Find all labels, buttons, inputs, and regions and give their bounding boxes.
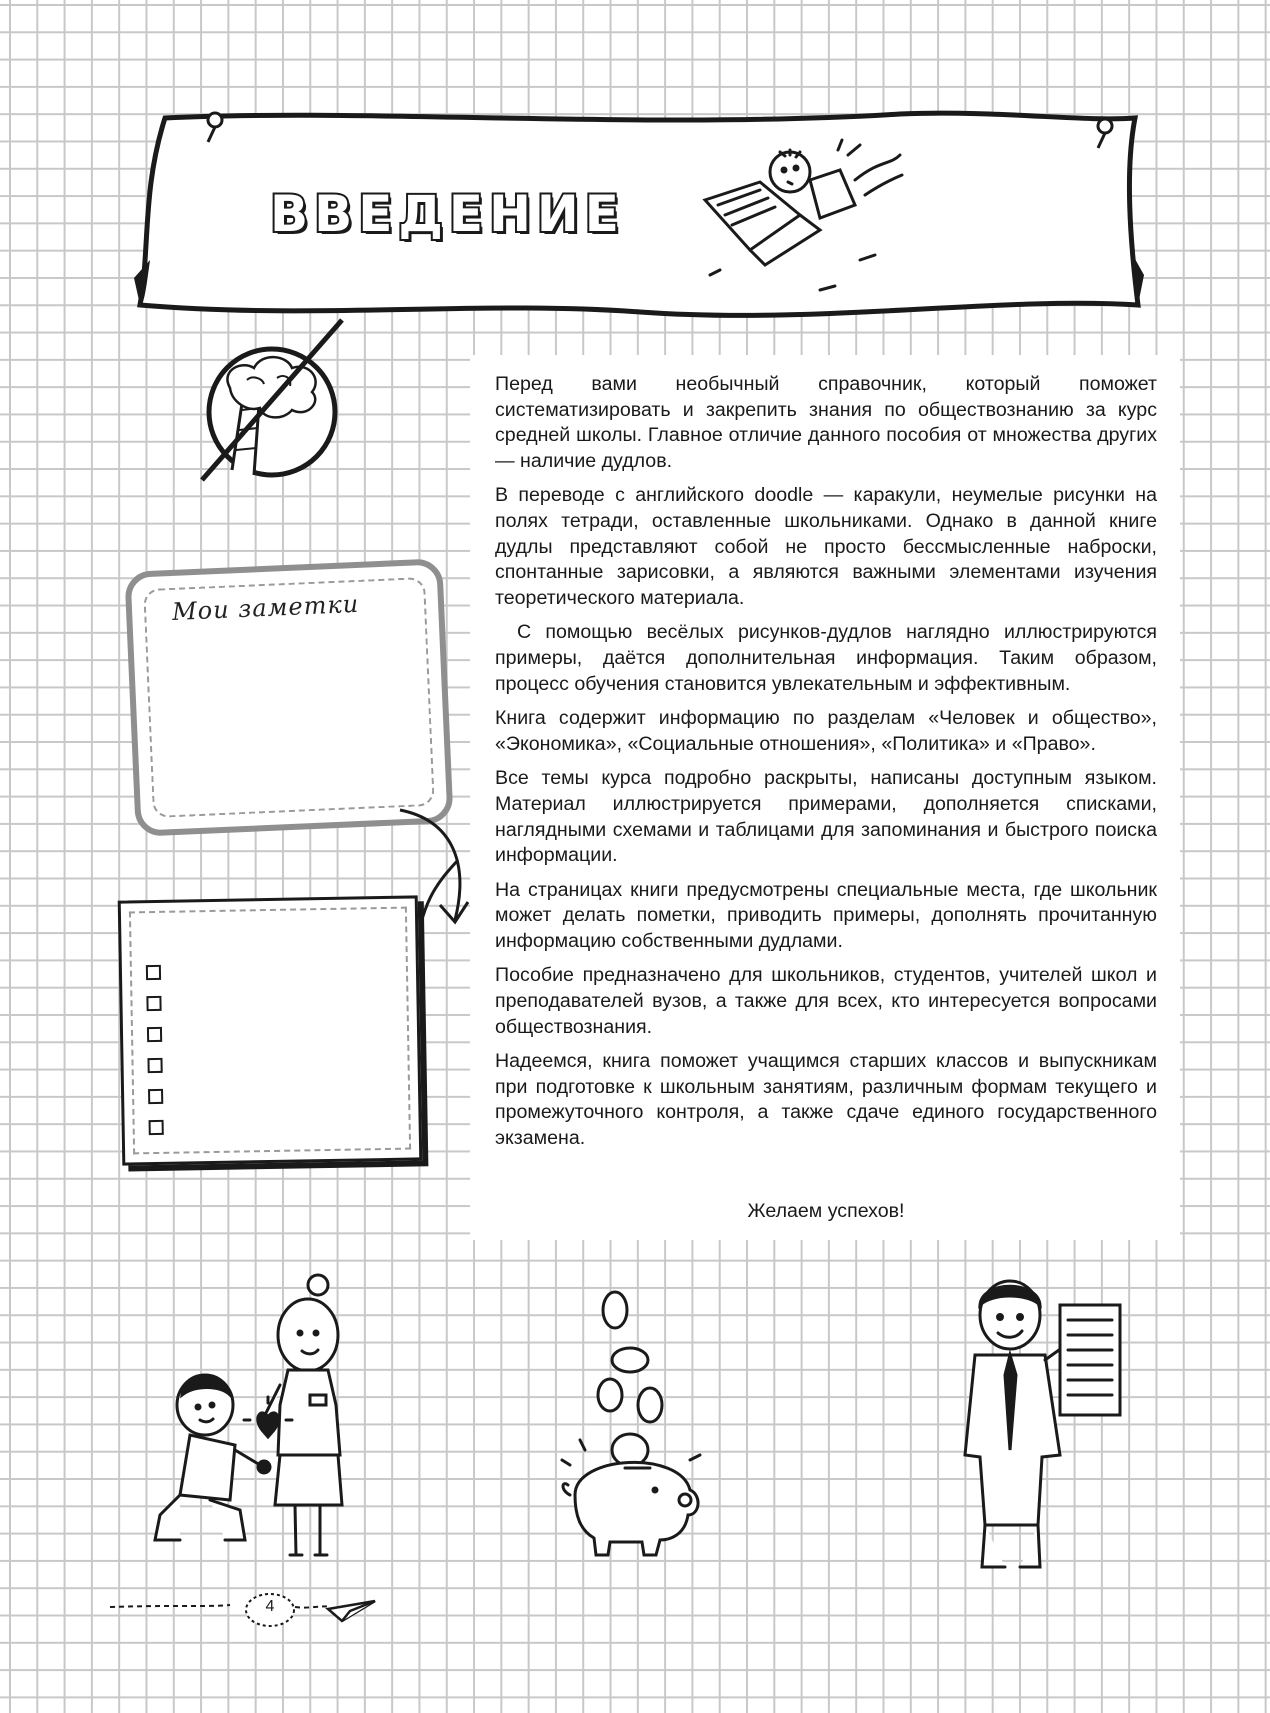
- paragraph: На страницах книги предусмотрены специальные места, где школьник может делать пометки, приводить примеры, дополнять прочитанную информацию собственными дудлами.: [495, 878, 1157, 952]
- paragraph: С помощью весёлых рисунков-дудлов наглядно иллюстрируются примеры, даётся дополнительная информация. Таким образом, процесс обучения становится увлекательным и эффективным.: [495, 621, 1157, 695]
- proposal-couple-icon: [150, 1255, 380, 1565]
- no-pollution-icon: [192, 340, 352, 485]
- checkbox[interactable]: [147, 1058, 162, 1073]
- man-with-book-icon: [950, 1275, 1130, 1575]
- closing-line: Желаем успехов!: [747, 1200, 905, 1222]
- notes-title: Мои заметки: [171, 589, 360, 627]
- checkbox[interactable]: [146, 996, 161, 1011]
- piggy-bank-coins-icon: [560, 1290, 720, 1560]
- paragraph: Надеемся, книга поможет учащимся старших классов и выпускникам при подготовке к школьным занятиям, различным формам текущего и промежуточного контроля, а также сдаче единого государственного экзамена.: [495, 1050, 1157, 1150]
- checkbox[interactable]: [149, 1120, 164, 1135]
- paragraph: Пособие предназначено для школьников, студентов, учителей школ и преподавателей вузов, а также для всех, кто интересуется вопросами обществознания.: [495, 964, 1157, 1038]
- paragraph: Все темы курса подробно раскрыты, написаны доступным языком. Материал иллюстрируется примерами, дополняется списками, наглядными схемами и таблицами для запоминания и быстрого поиска информации.: [495, 767, 1157, 867]
- intro-text: [495, 372, 1157, 1161]
- page-number: 4: [265, 1598, 275, 1615]
- notes-box[interactable]: [124, 558, 453, 837]
- page-title: ВВЕДЕНИЕ: [270, 185, 625, 243]
- checklist-box[interactable]: [118, 895, 423, 1165]
- checkbox[interactable]: [146, 965, 161, 980]
- paragraph: Перед вами необычный справочник, который поможет систематизировать и закрепить знания по обществознанию за курс средней школы. Главное отличие данного пособия от множества других — наличие дудлов.: [495, 373, 1157, 472]
- paragraph: Книга содержит информацию по разделам «Человек и общество», «Экономика», «Социальные отношения», «Политика» и «Право».: [495, 707, 1157, 755]
- paragraph: В переводе с английского doodle — каракули, неумелые рисунки на полях тетради, оставленные школьниками. Однако в данной книге дудлы представляют собой не просто бессмысленные наброски, спонтанные зарисовки, а являются важными элементами изучения теоретического материала.: [495, 484, 1157, 609]
- footer-dotted-line: [110, 1595, 380, 1635]
- paper-plane-icon: [328, 1601, 375, 1621]
- checklist-dashed-border: [129, 907, 411, 1155]
- checkbox[interactable]: [148, 1089, 163, 1104]
- checkbox[interactable]: [147, 1027, 162, 1042]
